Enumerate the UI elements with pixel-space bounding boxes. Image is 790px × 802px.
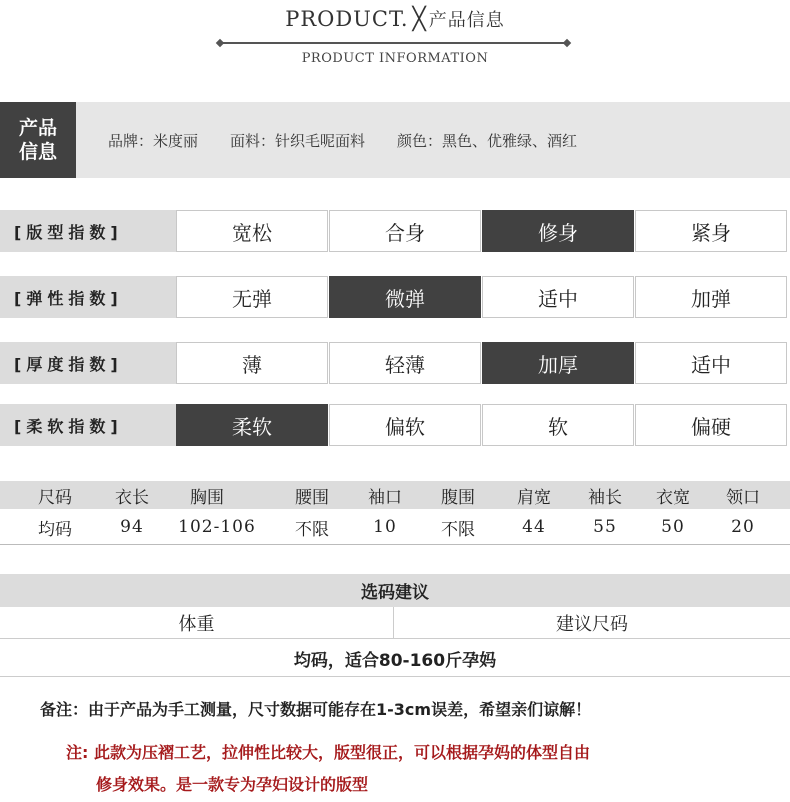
info-bar [76,102,790,178]
size-value-cell: 20 [731,517,755,537]
size-value-cell: 94 [120,517,144,537]
size-header-cell: 衣宽 [656,487,690,508]
size-value-cell: 55 [593,517,617,537]
index-option-selected: 修身 [482,210,634,252]
suggestion-col-size: 建议尺码 [394,607,790,639]
remark-text: 备注：由于产品为手工测量，尺寸数据可能存在1-3cm误差，希望亲们谅解！ [40,700,592,719]
index-option: 紧身 [635,210,787,252]
info-brand: 品牌：米度丽 [108,131,199,150]
index-row-softness [0,404,790,446]
index-option: 适中 [482,276,634,318]
size-header-cell: 尺码 [38,487,72,508]
index-option-selected: 柔软 [176,404,328,446]
index-option: 合身 [329,210,481,252]
index-option: 无弹 [176,276,328,318]
size-header-cell: 袖口 [368,487,402,508]
size-table-row [0,510,790,545]
size-header-cell: 肩宽 [517,487,551,508]
size-header-cell: 领口 [726,487,760,508]
size-header-cell: 衣长 [115,487,149,508]
info-label-line2: 信息 [18,141,57,163]
size-header-cell: 胸围 [190,487,224,508]
index-option: 偏软 [329,404,481,446]
size-value-cell: 不限 [441,519,475,540]
header-title-en: PRODUCT. [285,7,409,31]
size-value-cell: 50 [661,517,685,537]
header-divider [220,42,567,44]
index-option: 加弹 [635,276,787,318]
page-header-title [0,6,790,32]
suggestion-title: 选码建议 [0,574,790,607]
index-option-selected: 微弹 [329,276,481,318]
cross-icon: ╳ [412,7,427,32]
index-label: [厚度指数] [0,342,176,384]
size-header-cell: 腰围 [295,487,329,508]
size-value-cell: 44 [522,517,546,537]
size-header-cell: 腹围 [441,487,475,508]
size-value-cell: 102-106 [178,517,256,537]
index-label: [柔软指数] [0,404,176,446]
info-color: 颜色：黑色、优雅绿、酒红 [397,131,578,150]
index-option: 轻薄 [329,342,481,384]
index-option: 宽松 [176,210,328,252]
header-title-cn: 产品信息 [428,10,505,31]
note-text [66,737,746,801]
size-value-cell: 均码 [38,519,72,540]
index-option-selected: 加厚 [482,342,634,384]
header-subtitle: PRODUCT INFORMATION [301,51,489,66]
size-value-cell: 不限 [295,519,329,540]
size-table-header [0,481,790,509]
index-row-thickness [0,342,790,384]
suggestion-col-weight: 体重 [0,607,393,639]
size-header-cell: 袖长 [588,487,622,508]
index-option: 偏硬 [635,404,787,446]
index-row-fit [0,210,790,252]
index-label: [弹性指数] [0,276,176,318]
suggestion-value: 均码，适合80-160斤孕妈 [0,640,790,677]
info-fabric: 面料：针织毛呢面料 [230,131,366,150]
info-label-box [0,102,76,178]
index-label: [版型指数] [0,210,176,252]
info-label-line1: 产品 [18,117,57,139]
index-option: 适中 [635,342,787,384]
index-option: 软 [482,404,634,446]
index-option: 薄 [176,342,328,384]
note-line1: 注: 此款为压褶工艺，拉伸性比较大，版型很正，可以根据孕妈的体型自由 [66,743,590,762]
size-value-cell: 10 [373,517,397,537]
note-line2: 修身效果。是一款专为孕妇设计的版型 [96,775,369,794]
index-row-elasticity [0,276,790,318]
